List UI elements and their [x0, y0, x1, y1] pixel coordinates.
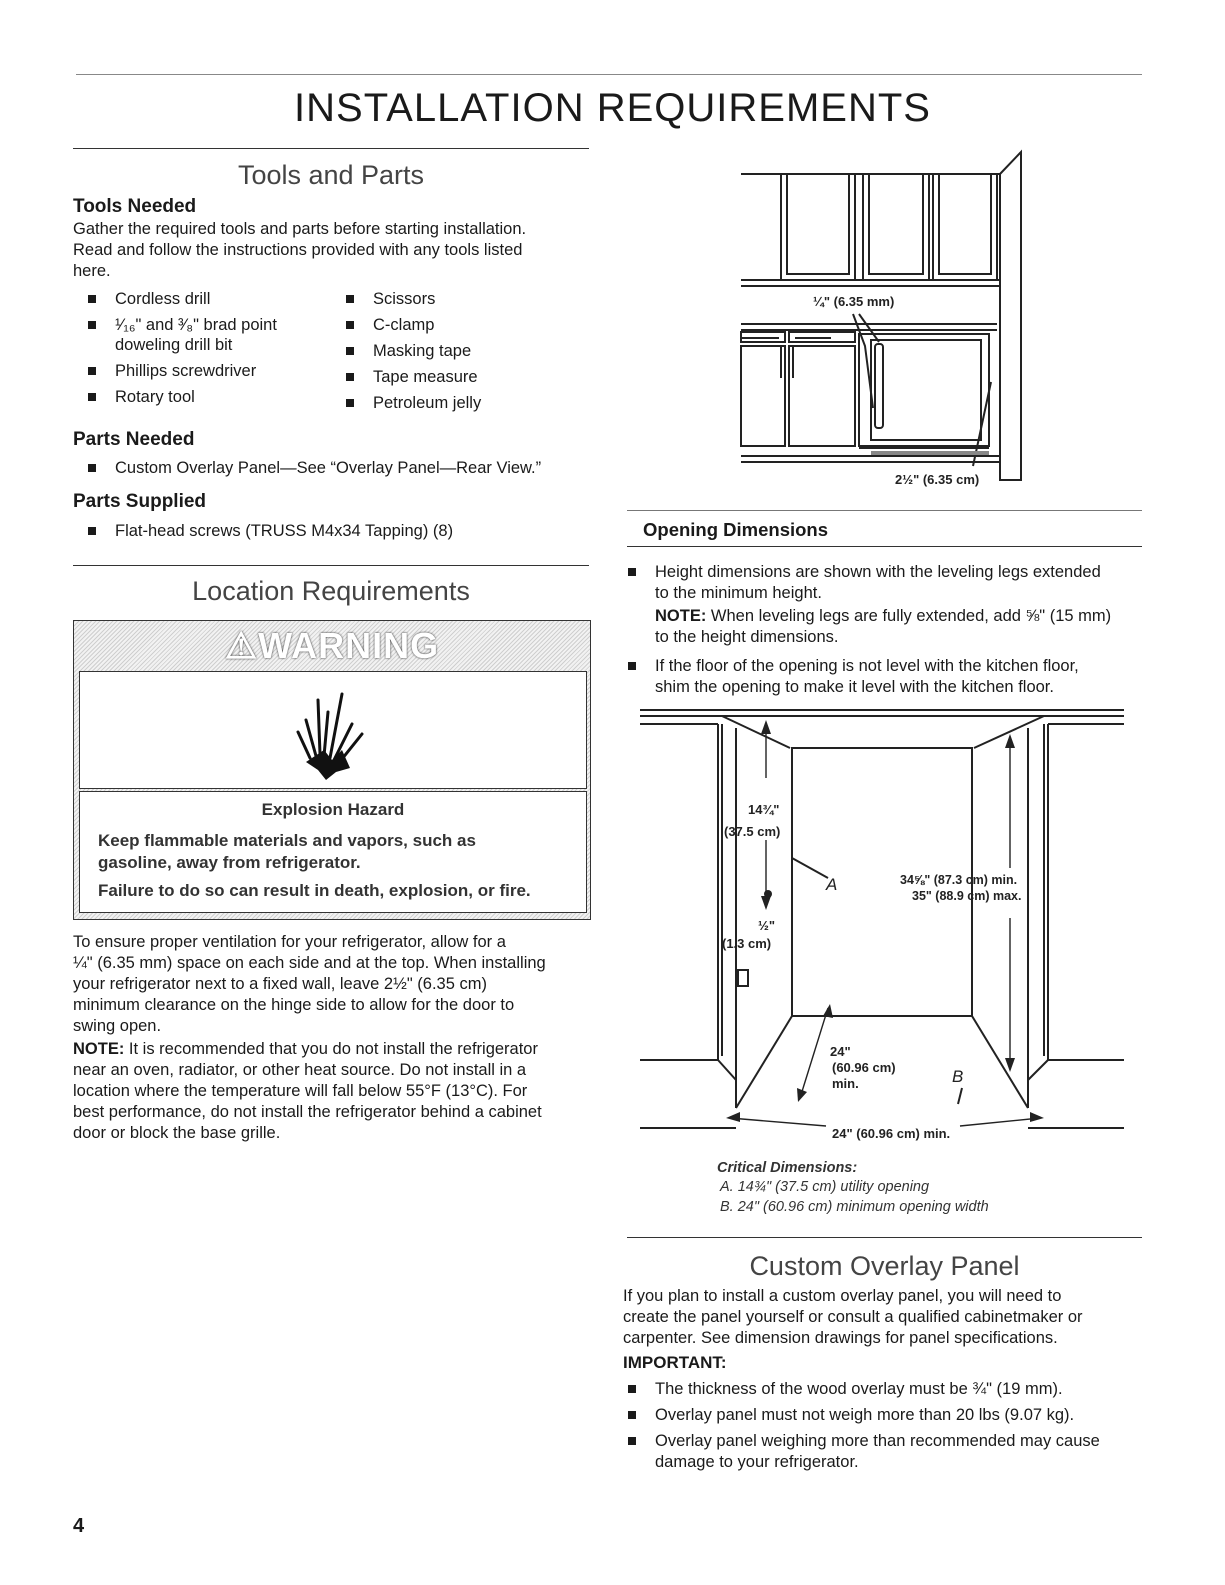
tools-intro-line-2: Read and follow the instructions provided with any tools listed — [73, 241, 523, 259]
warning-symbol-panel — [79, 671, 587, 789]
dim-half-top: ½" — [758, 918, 776, 933]
ventilation-line-4: minimum clearance on the hinge side to allow for the door to — [73, 996, 515, 1014]
overlay-intro-line-2: create the panel yourself or consult a qualified cabinetmaker or — [623, 1308, 1083, 1326]
overlay-bullet-3-line-1: Overlay panel weighing more than recommended may cause — [613, 1431, 1100, 1452]
tools-needed-heading: Tools Needed — [73, 196, 197, 217]
explosion-icon — [80, 672, 586, 788]
width-label: 24" (60.96 cm) min. — [832, 1126, 951, 1141]
warning-line-2: gasoline, away from refrigerator. — [98, 853, 361, 872]
height-max-label: 35" (88.9 cm) max. — [912, 889, 1022, 903]
opening-heading-rule — [627, 546, 1142, 547]
warning-line-3: Failure to do so can result in death, explosion, or fire. — [98, 881, 531, 900]
opening-bullet-1-line-1: Height dimensions are shown with the leveling legs extended — [613, 562, 1101, 583]
opening-bullet-2-line-2: shim the opening to make it level with the kitchen floor. — [655, 678, 1054, 696]
location-note-line-1 — [73, 1039, 538, 1060]
opening-note-line-1 — [655, 606, 1111, 627]
parts-supplied-heading: Parts Supplied — [73, 491, 207, 512]
overlay-intro-line-1: If you plan to install a custom overlay panel, you will need to — [623, 1287, 1062, 1305]
location-note-line-5: door or block the base grille. — [73, 1124, 281, 1142]
tool-item: C-clamp — [331, 315, 434, 336]
overlay-intro-line-3: carpenter. See dimension drawings for panel specifications. — [623, 1329, 1058, 1347]
critical-dimension-a: A. 14¾" (37.5 cm) utility opening — [720, 1179, 930, 1195]
opening-note-label: NOTE: — [655, 607, 707, 625]
overlay-bullet-3-line-2: damage to your refrigerator. — [655, 1453, 859, 1471]
page-title: INSTALLATION REQUIREMENTS — [294, 86, 931, 130]
label-b: B — [952, 1067, 964, 1086]
overlay-section-rule — [627, 1237, 1142, 1238]
location-note-line-4: best performance, do not install the refrigerator behind a cabinet — [73, 1103, 542, 1121]
height-min-label: 34⅝" (87.3 cm) min. — [900, 873, 1018, 887]
ventilation-line-5: swing open. — [73, 1017, 162, 1035]
top-clearance-label: ¼" (6.35 mm) — [813, 294, 895, 309]
location-section-title: Location Requirements — [192, 576, 470, 606]
location-note-line-3: location where the temperature will fall below 55°F (13°C). For — [73, 1082, 528, 1100]
critical-dimension-b: B. 24" (60.96 cm) minimum opening width — [720, 1199, 989, 1215]
parts-needed-heading: Parts Needed — [73, 429, 195, 450]
dim-a-top: 14¾" — [748, 802, 780, 817]
depth-label-1: 24" — [830, 1044, 851, 1059]
overlay-bullet: The thickness of the wood overlay must be ¾" (19 mm). — [613, 1379, 1063, 1400]
warning-title: Explosion Hazard — [261, 800, 405, 819]
tool-item: Petroleum jelly — [331, 393, 481, 414]
dim-a-bottom: (37.5 cm) — [724, 824, 781, 839]
opening-bullet-1-line-2: to the minimum height. — [655, 584, 822, 602]
dim-half-bottom: (1.3 cm) — [722, 936, 772, 951]
overlay-bullet: Overlay panel must not weigh more than 20 lbs (9.07 kg). — [613, 1405, 1074, 1426]
tools-section-rule — [73, 148, 589, 149]
depth-label-3: min. — [832, 1076, 859, 1091]
overlay-section-title: Custom Overlay Panel — [749, 1251, 1020, 1281]
label-a: A — [826, 875, 838, 894]
opening-top-rule — [627, 510, 1142, 511]
location-note-line-2: near an oven, radiator, or other heat source. Do not install in a — [73, 1061, 527, 1079]
parts-needed-item: Custom Overlay Panel—See “Overlay Panel—Rear View.” — [73, 458, 541, 479]
page-number: 4 — [73, 1515, 85, 1537]
opening-bullet-2-line-1: If the floor of the opening is not level with the kitchen floor, — [613, 656, 1079, 677]
opening-heading: Opening Dimensions — [643, 519, 829, 540]
top-rule — [76, 74, 1142, 75]
location-section-rule — [73, 565, 589, 566]
opening-dimensions-diagram — [640, 708, 1130, 1148]
critical-dimensions-title: Critical Dimensions: — [717, 1160, 858, 1176]
tool-item: Tape measure — [331, 367, 478, 388]
tool-item: Cordless drill — [73, 289, 210, 310]
parts-supplied-item: Flat-head screws (TRUSS M4x34 Tapping) (8) — [73, 521, 453, 542]
important-label: IMPORTANT: — [623, 1353, 727, 1372]
tools-intro-line-3: here. — [73, 262, 111, 280]
tools-section-title: Tools and Parts — [237, 160, 425, 190]
tool-item: Masking tape — [331, 341, 471, 362]
ventilation-line-2: ¼" (6.35 mm) space on each side and at the top. When installing — [73, 954, 546, 972]
warning-header: ⚠WARNING — [224, 625, 440, 666]
warning-line-1: Keep flammable materials and vapors, such as — [98, 831, 476, 850]
tool-item-continuation: doweling drill bit — [115, 336, 233, 354]
warning-text-panel — [79, 791, 587, 913]
tool-item: Scissors — [331, 289, 435, 310]
tool-item: Rotary tool — [73, 387, 195, 408]
tool-item: ¹⁄₁₆" and ³⁄₈" brad point — [73, 315, 277, 336]
tools-intro-line-1: Gather the required tools and parts before starting installation. — [73, 220, 527, 238]
note-label: NOTE: — [73, 1040, 125, 1058]
opening-note-line-2: to the height dimensions. — [655, 628, 839, 646]
cabinet-clearance-diagram — [735, 146, 1035, 501]
note-text: It is recommended that you do not install the refrigerator — [124, 1040, 538, 1058]
depth-label-2: (60.96 cm) — [832, 1060, 896, 1075]
ventilation-line-1: To ensure proper ventilation for your refrigerator, allow for a — [73, 933, 506, 951]
warning-box — [73, 620, 591, 920]
ventilation-line-3: your refrigerator next to a fixed wall, leave 2½" (6.35 cm) — [73, 975, 487, 993]
side-clearance-label: 2½" (6.35 cm) — [895, 472, 980, 487]
opening-note-text: When leveling legs are fully extended, add ⅝" (15 mm) — [706, 607, 1112, 625]
tool-item: Phillips screwdriver — [73, 361, 256, 382]
